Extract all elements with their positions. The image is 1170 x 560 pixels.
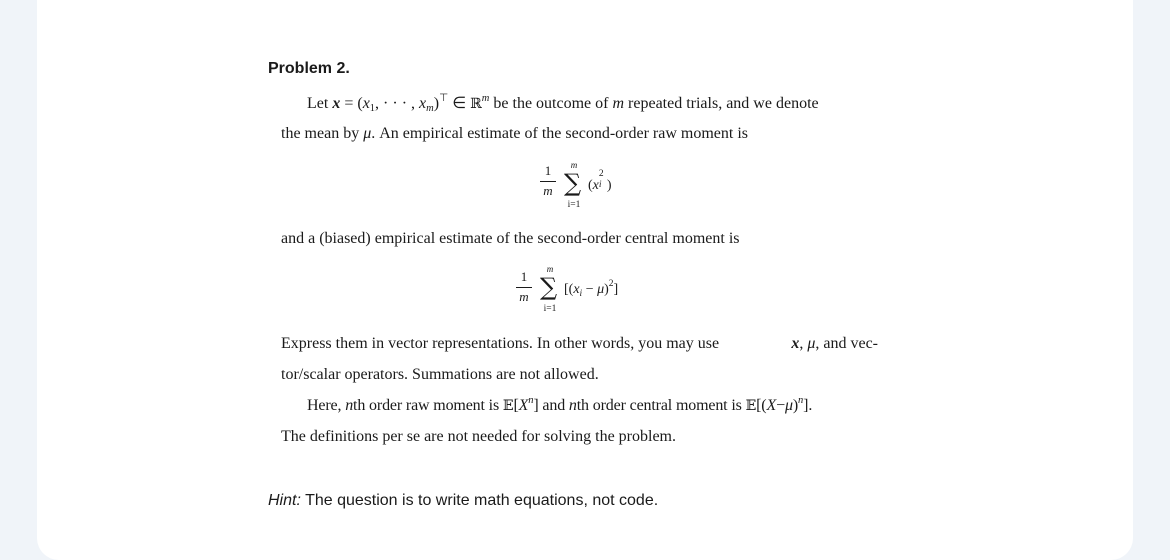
mean-line: the mean by μ. An empirical estimate of the second-order raw moment is — [281, 125, 748, 142]
hint-text — [268, 492, 658, 510]
fraction-numerator: 1 — [520, 269, 528, 284]
sum-body: $[(x_i - \mu)^2]$ — [564, 279, 619, 299]
fraction-denominator: m — [519, 289, 529, 304]
fraction-numerator: 1 — [544, 163, 552, 178]
central-moment-equation — [515, 266, 665, 318]
hint-body: The question is to write math equations, not code. — [300, 492, 659, 509]
hint-label: Hint: — [268, 492, 301, 509]
central-moment-line: and a (biased) empirical estimate of the second-order central moment is — [281, 230, 740, 247]
sigma-symbol: ∑ — [540, 273, 558, 301]
sum-upper-limit: m — [570, 160, 578, 170]
sigma-symbol: ∑ — [564, 169, 582, 197]
sum-upper-limit: m — [546, 264, 554, 274]
fraction-denominator: m — [543, 183, 553, 198]
intro-line: Let x = (x1, · · · , xm)⊤ ∈ ℝ$^m$ be the outcome of m repeated trials, and we denote — [307, 93, 819, 114]
definitions-line: Here, nth order raw moment is $𝔼[X^n]$ and nth order central moment is $𝔼[(X-\mu)^n]$. — [307, 395, 813, 414]
fraction-bar — [516, 287, 532, 288]
express-line-2: tor/scalar operators. Summations are not allowed. — [281, 366, 599, 383]
sum-body: (x 2 i ) — [588, 169, 612, 193]
fraction-bar — [540, 181, 556, 182]
express-line: Express them in vector representations. In other words, you may use x, μ, and vec- — [281, 335, 878, 352]
sum-lower-limit: i=1 — [543, 304, 557, 314]
problem-title: Problem 2. — [268, 60, 350, 77]
raw-moment-equation — [539, 162, 639, 214]
definitions-line-2: The definitions per se are not needed for solving the problem. — [281, 428, 676, 445]
sum-lower-limit: i=1 — [567, 200, 581, 210]
